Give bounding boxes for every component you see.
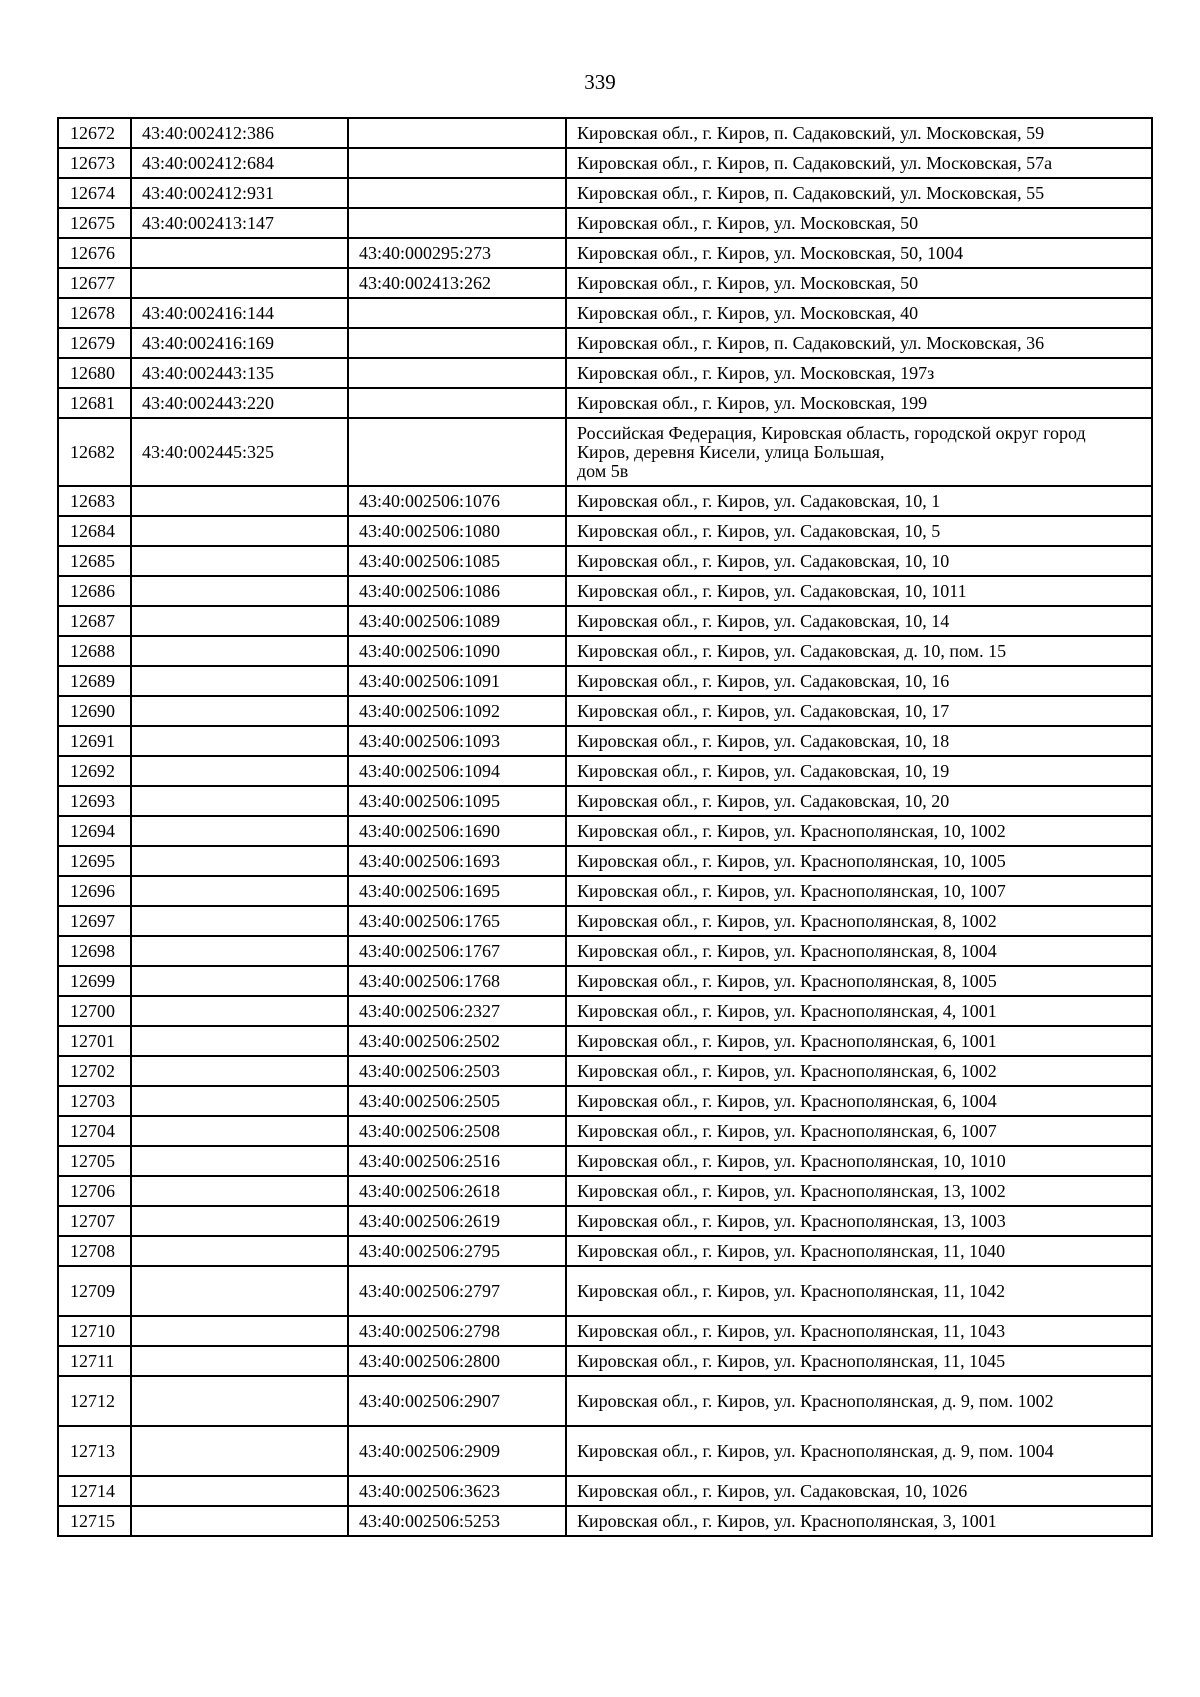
row-number-cell: 12700 (58, 996, 131, 1026)
row-number-cell: 12707 (58, 1206, 131, 1236)
row-number-cell: 12704 (58, 1116, 131, 1146)
building-cadastral-number-cell: 43:40:002506:1076 (348, 486, 566, 516)
address-cell: Кировская обл., г. Киров, ул. Краснополянская, 3, 1001 (566, 1506, 1152, 1536)
land-cadastral-number-cell (131, 996, 348, 1026)
row-number-cell: 12676 (58, 238, 131, 268)
row-number-cell: 12694 (58, 816, 131, 846)
table-row (58, 756, 1152, 786)
row-number-cell: 12685 (58, 546, 131, 576)
row-number-cell: 12680 (58, 358, 131, 388)
table-row (58, 516, 1152, 546)
row-number-cell: 12688 (58, 636, 131, 666)
building-cadastral-number-cell: 43:40:002506:2795 (348, 1236, 566, 1266)
row-number-cell: 12677 (58, 268, 131, 298)
registry-table-body (58, 118, 1152, 1536)
table-row (58, 1266, 1152, 1316)
land-cadastral-number-cell (131, 1346, 348, 1376)
address-cell: Кировская обл., г. Киров, ул. Садаковская, 10, 14 (566, 606, 1152, 636)
address-cell: Кировская обл., г. Киров, ул. Садаковская, 10, 1026 (566, 1476, 1152, 1506)
land-cadastral-number-cell: 43:40:002445:325 (131, 418, 348, 486)
address-cell: Кировская обл., г. Киров, ул. Садаковская, 10, 16 (566, 666, 1152, 696)
land-cadastral-number-cell: 43:40:002412:684 (131, 148, 348, 178)
building-cadastral-number-cell: 43:40:002506:1090 (348, 636, 566, 666)
land-cadastral-number-cell (131, 786, 348, 816)
row-number-cell: 12684 (58, 516, 131, 546)
address-cell: Кировская обл., г. Киров, ул. Краснополянская, 8, 1002 (566, 906, 1152, 936)
address-cell: Кировская обл., г. Киров, ул. Московская, 50, 1004 (566, 238, 1152, 268)
row-number-cell: 12710 (58, 1316, 131, 1346)
row-number-cell: 12697 (58, 906, 131, 936)
table-row (58, 268, 1152, 298)
land-cadastral-number-cell (131, 726, 348, 756)
address-cell: Кировская обл., г. Киров, ул. Садаковская, 10, 10 (566, 546, 1152, 576)
table-row (58, 936, 1152, 966)
address-cell: Кировская обл., г. Киров, ул. Садаковская, д. 10, пом. 15 (566, 636, 1152, 666)
table-row (58, 178, 1152, 208)
address-cell: Кировская обл., г. Киров, ул. Краснополянская, 6, 1004 (566, 1086, 1152, 1116)
address-cell: Кировская обл., г. Киров, ул. Садаковская, 10, 1 (566, 486, 1152, 516)
address-line: Российская Федерация, Кировская область, городской округ город (577, 422, 1086, 443)
row-number-cell: 12703 (58, 1086, 131, 1116)
table-row (58, 576, 1152, 606)
building-cadastral-number-cell: 43:40:002506:1095 (348, 786, 566, 816)
page-number: 339 (584, 70, 616, 94)
table-row (58, 816, 1152, 846)
row-number-cell: 12709 (58, 1266, 131, 1316)
building-cadastral-number-cell: 43:40:002506:2327 (348, 996, 566, 1026)
building-cadastral-number-cell: 43:40:002413:262 (348, 268, 566, 298)
building-cadastral-number-cell: 43:40:002506:1768 (348, 966, 566, 996)
table-row (58, 1116, 1152, 1146)
row-number-cell: 12692 (58, 756, 131, 786)
building-cadastral-number-cell (348, 118, 566, 148)
land-cadastral-number-cell (131, 906, 348, 936)
address-cell: Кировская обл., г. Киров, ул. Садаковская, 10, 17 (566, 696, 1152, 726)
address-cell: Кировская обл., г. Киров, ул. Краснополянская, 8, 1004 (566, 936, 1152, 966)
table-row (58, 328, 1152, 358)
building-cadastral-number-cell: 43:40:002506:1086 (348, 576, 566, 606)
land-cadastral-number-cell (131, 1026, 348, 1056)
building-cadastral-number-cell: 43:40:002506:2619 (348, 1206, 566, 1236)
row-number-cell: 12714 (58, 1476, 131, 1506)
land-cadastral-number-cell (131, 516, 348, 546)
building-cadastral-number-cell: 43:40:002506:2508 (348, 1116, 566, 1146)
row-number-cell: 12696 (58, 876, 131, 906)
table-row (58, 906, 1152, 936)
land-cadastral-number-cell (131, 238, 348, 268)
land-cadastral-number-cell: 43:40:002416:169 (131, 328, 348, 358)
table-row (58, 208, 1152, 238)
building-cadastral-number-cell: 43:40:002506:2798 (348, 1316, 566, 1346)
row-number-cell: 12681 (58, 388, 131, 418)
table-row (58, 636, 1152, 666)
registry-table (57, 117, 1153, 1537)
address-cell: Кировская обл., г. Киров, ул. Садаковская, 10, 5 (566, 516, 1152, 546)
row-number-cell: 12683 (58, 486, 131, 516)
table-row (58, 606, 1152, 636)
land-cadastral-number-cell (131, 966, 348, 996)
row-number-cell: 12695 (58, 846, 131, 876)
table-row (58, 1346, 1152, 1376)
building-cadastral-number-cell (348, 418, 566, 486)
land-cadastral-number-cell: 43:40:002443:220 (131, 388, 348, 418)
land-cadastral-number-cell (131, 1146, 348, 1176)
table-row (58, 1056, 1152, 1086)
address-cell: Кировская обл., г. Киров, ул. Садаковская, 10, 18 (566, 726, 1152, 756)
building-cadastral-number-cell (348, 178, 566, 208)
table-row (58, 418, 1152, 486)
land-cadastral-number-cell: 43:40:002412:931 (131, 178, 348, 208)
address-cell: Кировская обл., г. Киров, ул. Краснополянская, 10, 1005 (566, 846, 1152, 876)
table-row (58, 1026, 1152, 1056)
table-row (58, 666, 1152, 696)
land-cadastral-number-cell: 43:40:002443:135 (131, 358, 348, 388)
land-cadastral-number-cell (131, 756, 348, 786)
row-number-cell: 12702 (58, 1056, 131, 1086)
building-cadastral-number-cell: 43:40:000295:273 (348, 238, 566, 268)
table-row (58, 486, 1152, 516)
address-line: дом 5в (577, 460, 629, 481)
row-number-cell: 12679 (58, 328, 131, 358)
row-number-cell: 12693 (58, 786, 131, 816)
row-number-cell: 12691 (58, 726, 131, 756)
building-cadastral-number-cell: 43:40:002506:1093 (348, 726, 566, 756)
row-number-cell: 12706 (58, 1176, 131, 1206)
address-line: Киров, деревня Кисели, улица Большая, (577, 441, 885, 462)
table-row (58, 1376, 1152, 1426)
building-cadastral-number-cell: 43:40:002506:1085 (348, 546, 566, 576)
table-row (58, 1316, 1152, 1346)
row-number-cell: 12690 (58, 696, 131, 726)
building-cadastral-number-cell: 43:40:002506:3623 (348, 1476, 566, 1506)
land-cadastral-number-cell (131, 1476, 348, 1506)
land-cadastral-number-cell (131, 606, 348, 636)
building-cadastral-number-cell: 43:40:002506:5253 (348, 1506, 566, 1536)
building-cadastral-number-cell: 43:40:002506:1767 (348, 936, 566, 966)
address-cell: Кировская обл., г. Киров, ул. Краснополянская, 10, 1002 (566, 816, 1152, 846)
building-cadastral-number-cell: 43:40:002506:2502 (348, 1026, 566, 1056)
address-cell: Кировская обл., г. Киров, ул. Краснополянская, 11, 1045 (566, 1346, 1152, 1376)
building-cadastral-number-cell: 43:40:002506:1080 (348, 516, 566, 546)
address-cell: Кировская обл., г. Киров, ул. Краснополянская, 13, 1002 (566, 1176, 1152, 1206)
land-cadastral-number-cell (131, 1506, 348, 1536)
table-row (58, 996, 1152, 1026)
land-cadastral-number-cell (131, 1266, 348, 1316)
building-cadastral-number-cell: 43:40:002506:2505 (348, 1086, 566, 1116)
table-row (58, 1206, 1152, 1236)
row-number-cell: 12672 (58, 118, 131, 148)
address-cell (566, 418, 1152, 486)
row-number-cell: 12682 (58, 418, 131, 486)
address-cell: Кировская обл., г. Киров, ул. Садаковская, 10, 19 (566, 756, 1152, 786)
row-number-cell: 12713 (58, 1426, 131, 1476)
building-cadastral-number-cell (348, 358, 566, 388)
building-cadastral-number-cell: 43:40:002506:1094 (348, 756, 566, 786)
building-cadastral-number-cell: 43:40:002506:1091 (348, 666, 566, 696)
land-cadastral-number-cell (131, 1116, 348, 1146)
table-row (58, 1176, 1152, 1206)
building-cadastral-number-cell: 43:40:002506:1695 (348, 876, 566, 906)
table-row (58, 238, 1152, 268)
address-cell: Кировская обл., г. Киров, ул. Краснополянская, 11, 1043 (566, 1316, 1152, 1346)
address-cell: Кировская обл., г. Киров, п. Садаковский, ул. Московская, 36 (566, 328, 1152, 358)
row-number-cell: 12698 (58, 936, 131, 966)
land-cadastral-number-cell (131, 1176, 348, 1206)
address-cell: Кировская обл., г. Киров, ул. Краснополянская, 11, 1042 (566, 1266, 1152, 1316)
building-cadastral-number-cell (348, 148, 566, 178)
row-number-cell: 12687 (58, 606, 131, 636)
land-cadastral-number-cell (131, 1206, 348, 1236)
row-number-cell: 12701 (58, 1026, 131, 1056)
building-cadastral-number-cell (348, 208, 566, 238)
building-cadastral-number-cell (348, 388, 566, 418)
row-number-cell: 12715 (58, 1506, 131, 1536)
table-row (58, 786, 1152, 816)
building-cadastral-number-cell (348, 298, 566, 328)
building-cadastral-number-cell: 43:40:002506:2909 (348, 1426, 566, 1476)
land-cadastral-number-cell (131, 486, 348, 516)
address-cell: Кировская обл., г. Киров, ул. Краснополянская, 4, 1001 (566, 996, 1152, 1026)
land-cadastral-number-cell (131, 846, 348, 876)
row-number-cell: 12673 (58, 148, 131, 178)
table-row (58, 388, 1152, 418)
building-cadastral-number-cell: 43:40:002506:1690 (348, 816, 566, 846)
address-cell: Кировская обл., г. Киров, ул. Садаковская, 10, 20 (566, 786, 1152, 816)
address-cell: Кировская обл., г. Киров, ул. Краснополянская, 6, 1007 (566, 1116, 1152, 1146)
building-cadastral-number-cell: 43:40:002506:2516 (348, 1146, 566, 1176)
building-cadastral-number-cell: 43:40:002506:1765 (348, 906, 566, 936)
address-cell: Кировская обл., г. Киров, ул. Краснополянская, 13, 1003 (566, 1206, 1152, 1236)
building-cadastral-number-cell: 43:40:002506:1693 (348, 846, 566, 876)
building-cadastral-number-cell: 43:40:002506:2618 (348, 1176, 566, 1206)
land-cadastral-number-cell (131, 576, 348, 606)
table-row (58, 298, 1152, 328)
building-cadastral-number-cell: 43:40:002506:2503 (348, 1056, 566, 1086)
row-number-cell: 12711 (58, 1346, 131, 1376)
land-cadastral-number-cell: 43:40:002413:147 (131, 208, 348, 238)
address-cell: Кировская обл., г. Киров, ул. Московская, 197з (566, 358, 1152, 388)
address-cell: Кировская обл., г. Киров, ул. Краснополянская, 6, 1002 (566, 1056, 1152, 1086)
building-cadastral-number-cell: 43:40:002506:2907 (348, 1376, 566, 1426)
table-row (58, 1146, 1152, 1176)
land-cadastral-number-cell (131, 1086, 348, 1116)
address-cell: Кировская обл., г. Киров, ул. Московская, 199 (566, 388, 1152, 418)
land-cadastral-number-cell (131, 816, 348, 846)
address-cell: Кировская обл., г. Киров, ул. Краснополянская, 11, 1040 (566, 1236, 1152, 1266)
land-cadastral-number-cell (131, 666, 348, 696)
address-cell: Кировская обл., г. Киров, ул. Краснополянская, 6, 1001 (566, 1026, 1152, 1056)
table-row (58, 358, 1152, 388)
land-cadastral-number-cell: 43:40:002412:386 (131, 118, 348, 148)
land-cadastral-number-cell (131, 1376, 348, 1426)
table-row (58, 1236, 1152, 1266)
land-cadastral-number-cell (131, 1236, 348, 1266)
row-number-cell: 12675 (58, 208, 131, 238)
land-cadastral-number-cell (131, 876, 348, 906)
table-row (58, 1086, 1152, 1116)
land-cadastral-number-cell (131, 636, 348, 666)
land-cadastral-number-cell (131, 546, 348, 576)
table-row (58, 726, 1152, 756)
address-cell: Кировская обл., г. Киров, ул. Краснополянская, д. 9, пом. 1004 (566, 1426, 1152, 1476)
row-number-cell: 12689 (58, 666, 131, 696)
building-cadastral-number-cell: 43:40:002506:1089 (348, 606, 566, 636)
row-number-cell: 12686 (58, 576, 131, 606)
address-cell: Кировская обл., г. Киров, п. Садаковский, ул. Московская, 57а (566, 148, 1152, 178)
table-row (58, 546, 1152, 576)
address-cell: Кировская обл., г. Киров, п. Садаковский, ул. Московская, 59 (566, 118, 1152, 148)
land-cadastral-number-cell: 43:40:002416:144 (131, 298, 348, 328)
table-row (58, 148, 1152, 178)
table-row (58, 966, 1152, 996)
building-cadastral-number-cell: 43:40:002506:2800 (348, 1346, 566, 1376)
building-cadastral-number-cell (348, 328, 566, 358)
land-cadastral-number-cell (131, 936, 348, 966)
land-cadastral-number-cell (131, 268, 348, 298)
row-number-cell: 12699 (58, 966, 131, 996)
address-cell: Кировская обл., г. Киров, ул. Краснополянская, 10, 1010 (566, 1146, 1152, 1176)
row-number-cell: 12678 (58, 298, 131, 328)
table-row (58, 1426, 1152, 1476)
row-number-cell: 12705 (58, 1146, 131, 1176)
land-cadastral-number-cell (131, 1426, 348, 1476)
address-cell: Кировская обл., г. Киров, п. Садаковский, ул. Московская, 55 (566, 178, 1152, 208)
table-row (58, 1506, 1152, 1536)
address-cell: Кировская обл., г. Киров, ул. Московская, 50 (566, 208, 1152, 238)
table-row (58, 696, 1152, 726)
land-cadastral-number-cell (131, 1056, 348, 1086)
address-cell: Кировская обл., г. Киров, ул. Садаковская, 10, 1011 (566, 576, 1152, 606)
address-cell: Кировская обл., г. Киров, ул. Московская, 50 (566, 268, 1152, 298)
table-row (58, 876, 1152, 906)
address-cell: Кировская обл., г. Киров, ул. Краснополянская, 8, 1005 (566, 966, 1152, 996)
table-row (58, 118, 1152, 148)
land-cadastral-number-cell (131, 1316, 348, 1346)
table-row (58, 1476, 1152, 1506)
row-number-cell: 12712 (58, 1376, 131, 1426)
address-cell: Кировская обл., г. Киров, ул. Краснополянская, д. 9, пом. 1002 (566, 1376, 1152, 1426)
row-number-cell: 12708 (58, 1236, 131, 1266)
address-cell: Кировская обл., г. Киров, ул. Московская, 40 (566, 298, 1152, 328)
building-cadastral-number-cell: 43:40:002506:2797 (348, 1266, 566, 1316)
building-cadastral-number-cell: 43:40:002506:1092 (348, 696, 566, 726)
table-row (58, 846, 1152, 876)
row-number-cell: 12674 (58, 178, 131, 208)
address-cell: Кировская обл., г. Киров, ул. Краснополянская, 10, 1007 (566, 876, 1152, 906)
land-cadastral-number-cell (131, 696, 348, 726)
